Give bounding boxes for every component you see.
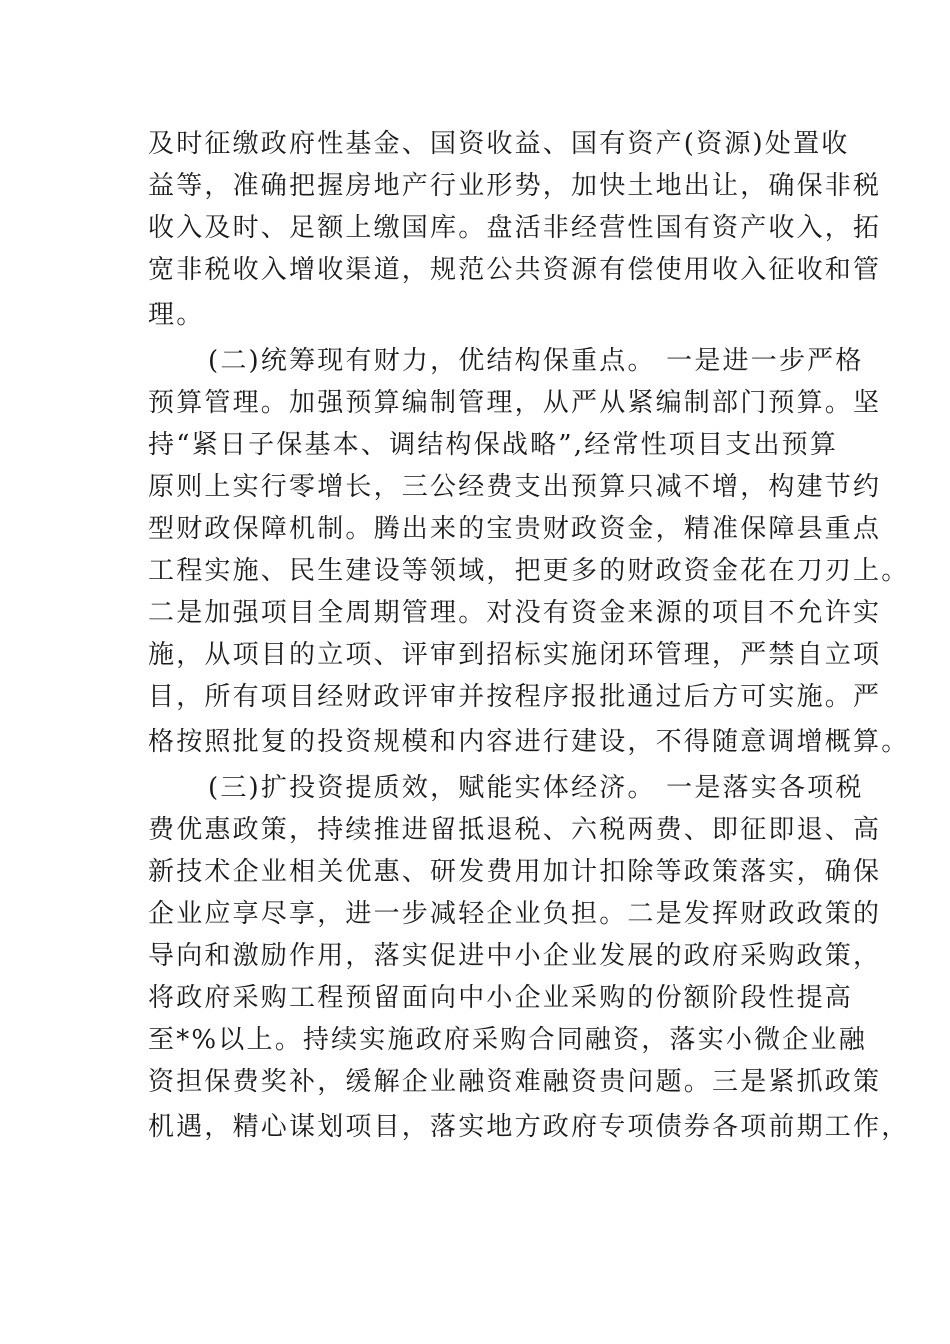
text-line: 益等，准确把握房地产行业形势，加快土地出让，确保非税 xyxy=(148,171,882,201)
section-heading-line: (三)扩投资提质效，赋能实体经济。 一是落实各项税 xyxy=(208,773,864,803)
text-line: 原则上实行零增长，三公经费支出预算只减不增，构建节约 xyxy=(148,472,882,502)
text-line: 持“紧日子保基本、调结构保战略”,经常性项目支出预算 xyxy=(148,430,839,460)
text-line: 施，从项目的立项、评审到招标实施闭环管理，严禁自立项 xyxy=(148,640,882,670)
text-line: 宽非税收入增收渠道，规范公共资源有偿使用收入征收和管 xyxy=(148,255,882,285)
text-line: 及时征缴政府性基金、国资收益、国有资产(资源)处置收 xyxy=(148,129,850,159)
text-line: 收入及时、足额上缴国库。盘活非经营性国有资产收入，拓 xyxy=(148,213,882,243)
text-line: 机遇，精心谋划项目，落实地方政府专项债券各项前期工作， xyxy=(148,1112,910,1142)
text-line: 将政府采购工程预留面向中小企业采购的份额阶段性提高 xyxy=(148,983,854,1013)
text-line: 至*%以上。持续实施政府采购合同融资，落实小微企业融 xyxy=(148,1025,867,1055)
text-line: 型财政保障机制。腾出来的宝贵财政资金，精准保障县重点 xyxy=(148,514,882,544)
text-line: 理。 xyxy=(148,300,205,330)
text-line: 费优惠政策，持续推进留抵退税、六税两费、即征即退、高 xyxy=(148,815,882,845)
text-line: 预算管理。加强预算编制管理，从严从紧编制部门预算。坚 xyxy=(148,388,882,418)
text-line: 资担保费奖补，缓解企业融资难融资贵问题。三是紧抓政策 xyxy=(148,1067,882,1097)
text-line: 目，所有项目经财政评审并按程序报批通过后方可实施。严 xyxy=(148,682,882,712)
text-line: 二是加强项目全周期管理。对没有资金来源的项目不允许实 xyxy=(148,598,882,628)
text-line: 新技术企业相关优惠、研发费用加计扣除等政策落实，确保 xyxy=(148,857,882,887)
section-heading-line: (二)统筹现有财力，优结构保重点。 一是进一步严格 xyxy=(208,346,864,376)
text-line: 导向和激励作用，落实促进中小企业发展的政府采购政策， xyxy=(148,941,882,971)
text-line: 格按照批复的投资规模和内容进行建设，不得随意调增概算。 xyxy=(148,727,910,757)
text-line: 工程实施、民生建设等领域，把更多的财政资金花在刀刃上。 xyxy=(148,556,910,586)
text-line: 企业应享尽享，进一步减轻企业负担。二是发挥财政政策的 xyxy=(148,899,882,929)
